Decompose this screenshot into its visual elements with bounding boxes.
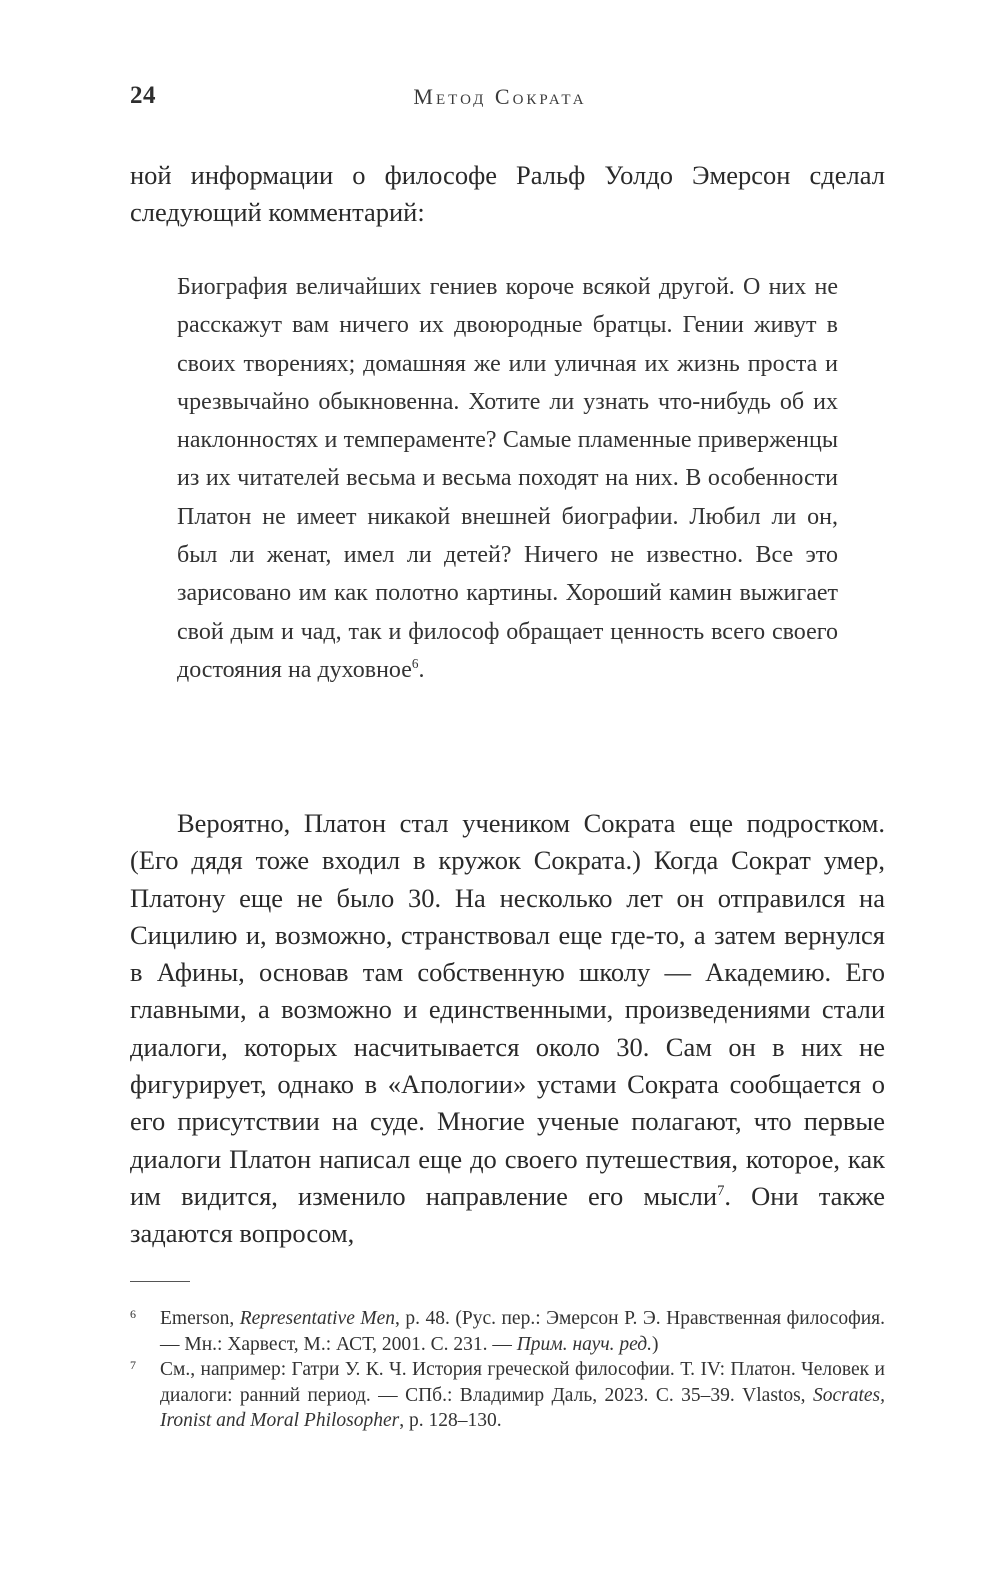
footnote-end: , p. 128–130.: [399, 1410, 502, 1431]
running-title: Метод Сократа: [413, 84, 587, 109]
footnote-text: [160, 1357, 885, 1434]
footnote-number: 6: [130, 1307, 136, 1321]
footnote-body: См., например: Гатри У. К. Ч. История греческой философии. Т. IV: Платон. Человек и диалоги: ранний период. — СПб.: Владимир Даль, 2023. С. 35–39. Vlastos,: [160, 1359, 885, 1406]
page-number: 24: [130, 82, 156, 109]
footnote-author: Emerson,: [160, 1308, 240, 1329]
lead-paragraph: ной информации о философе Ральф Уолдо Эмерсон сделал следующий комментарий:: [130, 160, 885, 228]
main-paragraph: [130, 805, 885, 1253]
footnote-work-title: Socrates, Ironist and Moral Philosopher: [160, 1384, 885, 1431]
footnote-ref-7[interactable]: 7: [717, 1183, 725, 1200]
main-paragraph-tail: . Они также задаются вопросом,: [130, 1180, 885, 1249]
main-paragraph-text: Вероятно, Платон стал учеником Сократа еще подростком. (Его дядя тоже входил в кружок Сократа.) Когда Сократ умер, Платону еще не было 30. На несколько лет он отправился на Сицилию и, возможно, странствовал еще где-то, а затем вернулся в Афины, основав там собственную школу — Академию. Его главными, а возможно и единственными, произведениями стали диалоги, которых насчитывается около 30. Сам он в них не фигурирует, однако в «Апологии» устами Сократа сообщается о его присутствии на суде. Многие ученые полагают, что первые диалоги Платон написал еще до своего путешествия, которое, как им видится, изменило направление его мысли: [130, 808, 885, 1211]
footnote-6: [130, 1306, 885, 1357]
footnote-text: [160, 1306, 885, 1357]
footnote-editor-note: Прим. науч. ред.: [516, 1333, 653, 1355]
footnote-ref-6[interactable]: 6: [411, 655, 419, 671]
quote-text: Биография величайших гениев короче всякой другой. О них не расскажут вам ничего их двоюродные братцы. Гении живут в своих творениях; домашняя же или уличная их жизнь проста и чрезвычайно обыкновенна. Хотите ли узнать что-нибудь об их наклонностях и темпераменте? Самые пламенные приверженцы из их читателей весьма и весьма походят на них. В особенности Платон не имеет никакой внешней биографии. Любил ли он, был ли женат, имел ли детей? Ничего не известно. Все это зарисовано им как полотно картины. Хороший камин выжигает свой дым и чад, так и философ обращает ценность всего своего достояния на духовное: [177, 274, 838, 683]
footnote-7: [130, 1357, 885, 1434]
footnote-number: 7: [130, 1358, 136, 1372]
running-head: [0, 82, 1000, 112]
footnote-work-title: Representative Men: [239, 1308, 395, 1329]
footnote-end: ): [652, 1333, 659, 1355]
footnote-body: , p. 48. (Рус. пер.: Эмерсон Р. Э. Нравственная философия. — Мн.: Харвест, М.: АСТ, 2001. С. 231. —: [160, 1308, 885, 1355]
block-quote: [177, 268, 838, 689]
quote-end: .: [418, 656, 425, 683]
footnote-separator: [130, 1281, 190, 1282]
